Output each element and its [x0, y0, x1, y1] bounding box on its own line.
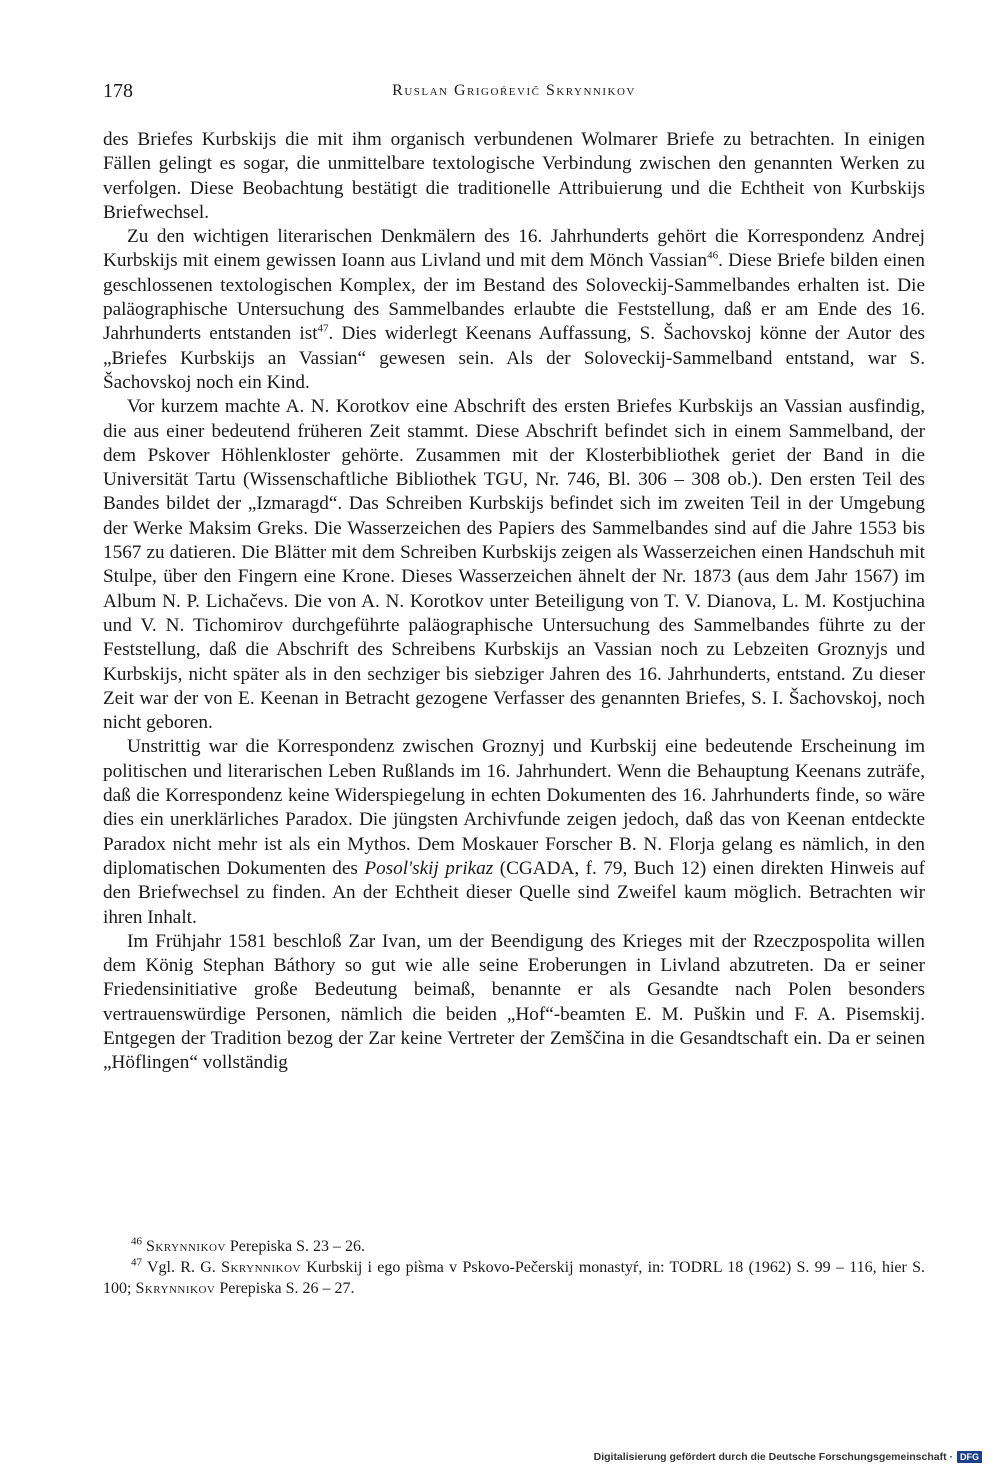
- footnote-marker: 47: [131, 1256, 142, 1269]
- footnote-author: Skrynnikov: [146, 1238, 226, 1255]
- paragraph-text: . Diese Briefe bilden einen geschlossenen textologischen Komplex, der im Bestand des Soloveckij-Sammelbandes erhalten ist. Die paläographische Untersuchung des Sammelbandes erlaubte die Feststellung, daß er am Ende des 16. Jahrhunderts entstanden ist: [103, 250, 925, 345]
- footnote-ref[interactable]: 47: [317, 322, 329, 335]
- credit-text: Digitalisierung gefördert durch die Deutsche Forschungsgemeinschaft ·: [593, 1451, 953, 1463]
- footnote-author: Skrynnikov: [221, 1259, 301, 1276]
- dfg-logo-icon: DFG: [957, 1451, 982, 1463]
- paragraph-text: Zu den wichtigen literarischen Denkmälern des 16. Jahrhunderts gehört die Korrespondenz Andrej Kurbskijs mit einem gewissen Ioann aus Livland und mit dem Mönch Vassian: [103, 226, 925, 272]
- paragraph: Vor kurzem machte A. N. Korotkov eine Abschrift des ersten Briefes Kurbskijs an Vassian ausfindig, die aus einer bedeutend früheren Zeit stammt. Diese Abschrift befindet sich in einem Sammelband, der dem Pskover Höhlenkloster gehörte. Zusammen mit der Klosterbibliothek geriet der Band in die Universität Tartu (Wissenschaftliche Bibliothek TGU, Nr. 746, Bl. 306 – 308 ob.). Den ersten Teil des Bandes bildet der „Izmaragd“. Das Schreiben Kurbskijs befindet sich im zweiten Teil in der Umgebung der Werke Maksim Greks. Die Wasserzeichen des Papiers des Sammelbandes sind auf die Jahre 1553 bis 1567 zu datieren. Die Blätter mit dem Schreiben Kurbskijs zeigen als Wasserzeichen einen Handschuh mit Stulpe, über den Fingern eine Krone. Dieses Wasserzeichen ähnelt der Nr. 1873 (aus dem Jahr 1567) im Album N. P. Lichačevs. Die von A. N. Korotkov unter Beteiligung von T. V. Dianova, L. M. Kostjuchina und V. N. Tichomirov durchgeführte paläographische Untersuchung des Sammelbandes führte zu der Feststellung, daß die Abschrift des Schreibens Kurbskijs an Vassian noch zu Lebzeiten Groznyjs und Kurbskijs, nicht später als in den sechziger bis siebziger Jahren des 16. Jahrhunderts, entstand. Zu dieser Zeit war der von E. Keenan in Betracht gezogene Verfasser des genannten Briefes, S. I. Šachovskoj, noch nicht geboren.: [103, 396, 925, 734]
- footnotes: [103, 1236, 925, 1299]
- footnote-text: Perepiska S. 26 – 27.: [215, 1280, 355, 1297]
- footnote-46: [103, 1236, 925, 1257]
- body-text: [103, 128, 925, 1076]
- running-head: Ruslan Grigoŕevič Skrynnikov: [392, 82, 636, 99]
- paragraph: Im Frühjahr 1581 beschloß Zar Ivan, um der Beendigung des Krieges mit der Rzeczpospolita willen dem König Stephan Báthory so gut wie alle seine Eroberungen in Livland abzutreten. Da er seiner Friedensinitiative große Bedeutung beimaß, benannte er als Gesandte nach Polen besonders vertrauenswürdige Personen, nämlich die beiden „Hof“-beamten E. M. Puškin und F. A. Pisemskij. Entgegen der Tradition bezog der Zar keine Vertreter der Zemščina in die Gesandtschaft ein. Da er seinen „Höflingen“ vollständig: [103, 930, 925, 1074]
- footnote-text: Vgl. R. G.: [142, 1259, 222, 1276]
- footnote-ref[interactable]: 46: [707, 250, 719, 263]
- paragraph-text: (CGADA, f. 79, Buch 12) einen direkten Hinweis auf den Briefwechsel zu finden. An der Echtheit dieser Quelle sind Zweifel kaum möglich. Betrachten wir ihren Inhalt.: [103, 857, 925, 928]
- paragraph-text: . Dies widerlegt Keenans Auffassung, S. Šachovskoj könne der Autor des „Briefes Kurbskijs an Vassian“ gewesen sein. Als der Soloveckij-Sammelband entstand, war S. Šachovskoj noch ein Kind.: [103, 323, 925, 393]
- paragraph-text: Unstrittig war die Korrespondenz zwischen Groznyj und Kurbskij eine bedeutende Erscheinung im politischen und literarischen Leben Rußlands im 16. Jahrhundert. Wenn die Behauptung Keenans zuträfe, daß die Korrespondenz keine Widerspiegelung in echten Dokumenten des 16. Jahrhunderts finde, so wäre dies ein unerklärliches Paradox. Die jüngsten Archivfunde zeigen jedoch, daß das von Keenan entdeckte Paradox nicht mehr ist als ein Mythos. Dem Moskauer Forscher B. N. Florja gelang es nämlich, in den diplomatischen Dokumenten des: [103, 736, 925, 879]
- italic-term: Posol'skij prikaz: [364, 857, 494, 879]
- footnote-marker: 46: [131, 1235, 142, 1248]
- paragraph: des Briefes Kurbskijs die mit ihm organisch verbundenen Wolmarer Briefe zu betrachten. In einigen Fällen gelingt es sogar, die unmittelbare textologische Verbindung zwischen den genannten Werken zu verfolgen. Diese Beobachtung bestätigt die traditionelle Attribuierung und die Echtheit von Kurbskijs Briefwechsel.: [103, 129, 925, 223]
- digitization-credit: [594, 1451, 982, 1463]
- footnote-text: Kurbskij i ego pis̀ma v Pskovo-Pečerskij monastyŕ, in: TODRL 18 (1962) S. 99 – 116, hier S. 100;: [103, 1259, 925, 1297]
- footnote-author: Skrynnikov: [135, 1280, 216, 1297]
- footnote-47: [103, 1257, 925, 1299]
- page-header: [103, 80, 925, 110]
- paragraph: [103, 225, 925, 395]
- paragraph: [103, 735, 925, 929]
- footnote-text: Perepiska S. 23 – 26.: [225, 1238, 366, 1255]
- page-number: 178: [103, 80, 133, 102]
